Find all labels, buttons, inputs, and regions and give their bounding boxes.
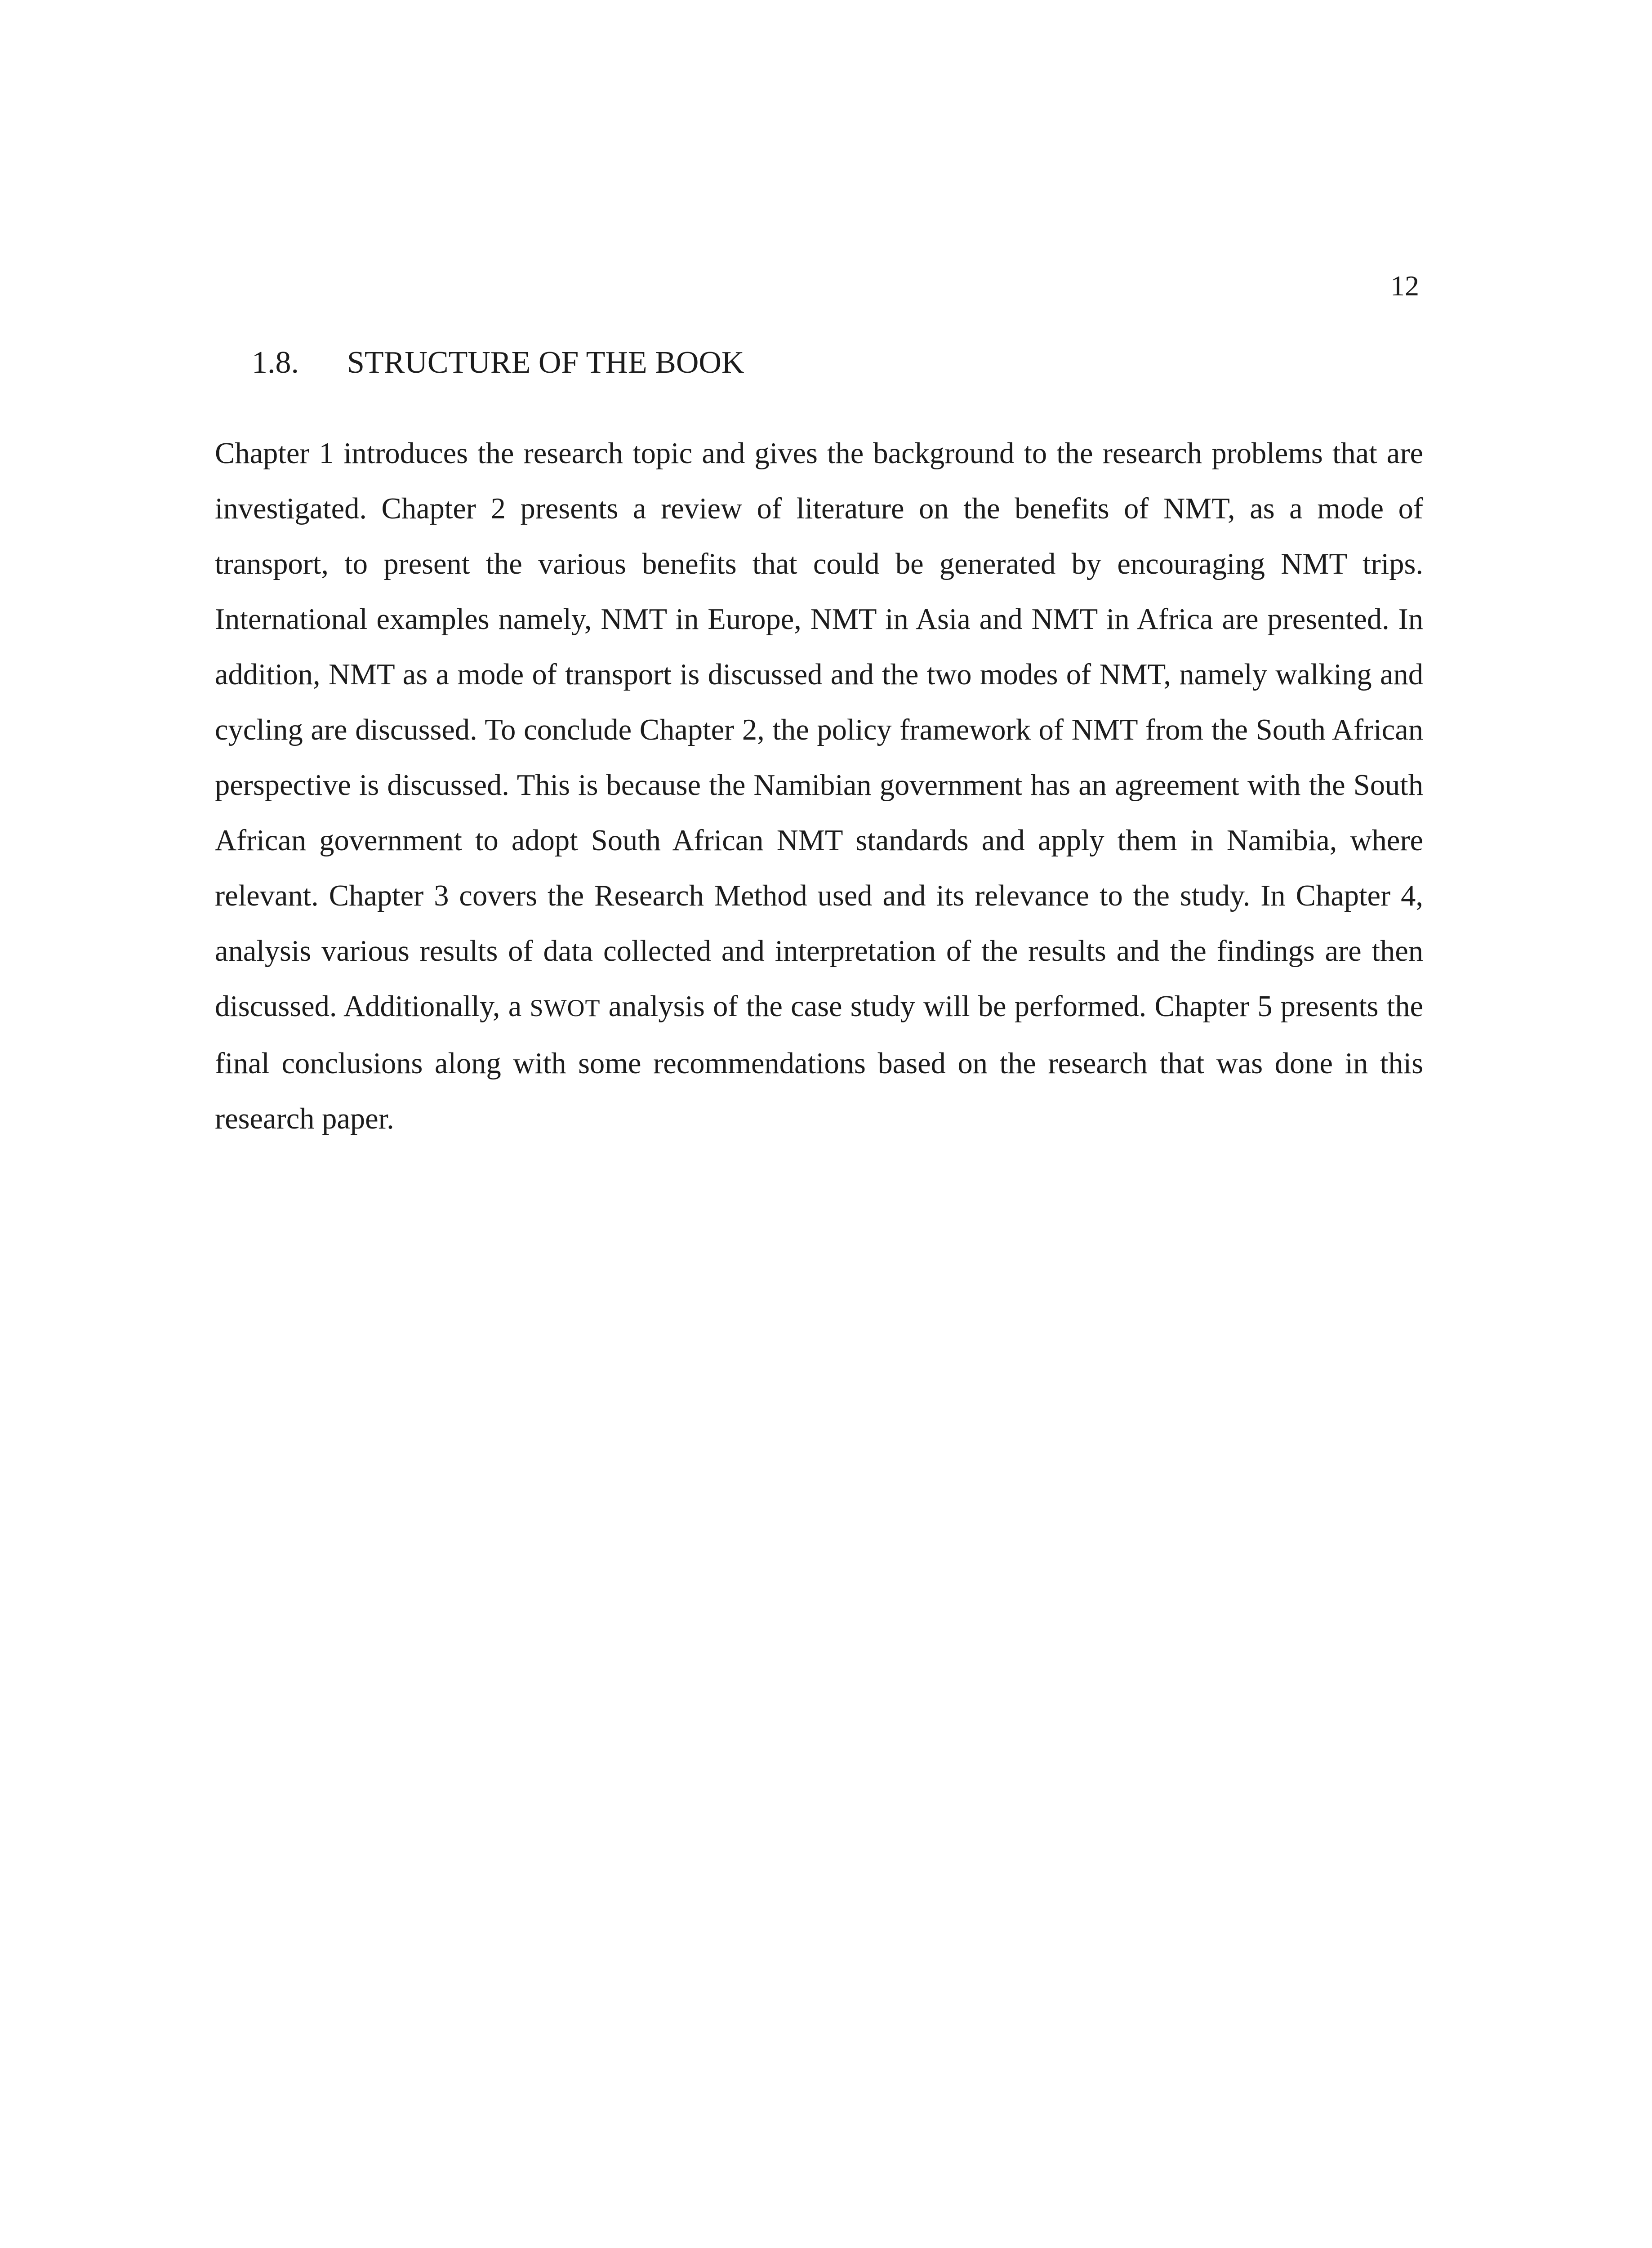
body-paragraph xyxy=(215,426,1423,1146)
section-title: STRUCTURE OF THE BOOK xyxy=(347,345,744,380)
section-number: 1.8. xyxy=(252,345,299,380)
section-heading xyxy=(252,347,744,379)
page-number: 12 xyxy=(1390,270,1419,302)
swot-term: SWOT xyxy=(530,995,601,1021)
paragraph-text-part2: analysis of the case study will be performed. Chapter 5 presents the final conclusions along with some recommendations based on the research that was done in this research paper. xyxy=(215,990,1424,1135)
paragraph-text-part1: Chapter 1 introduces the research topic and gives the background to the research problems that are investigated. Chapter 2 presents a review of literature on the benefits of NMT, as a mode of transport, to present the various benefits that could be generated by encouraging NMT trips. International examples namely, NMT in Europe, NMT in Asia and NMT in Africa are presented. In addition, NMT as a mode of transport is discussed and the two modes of NMT, namely walking and cycling are discussed. To conclude Chapter 2, the policy framework of NMT from the South African perspective is discussed. This is because the Namibian government has an agreement with the South African government to adopt South African NMT standards and apply them in Namibia, where relevant. Chapter 3 covers the Research Method used and its relevance to the study. In Chapter 4, analysis various results of data collected and interpretation of the results and the findings are then discussed. Additionally, a xyxy=(215,437,1423,1023)
